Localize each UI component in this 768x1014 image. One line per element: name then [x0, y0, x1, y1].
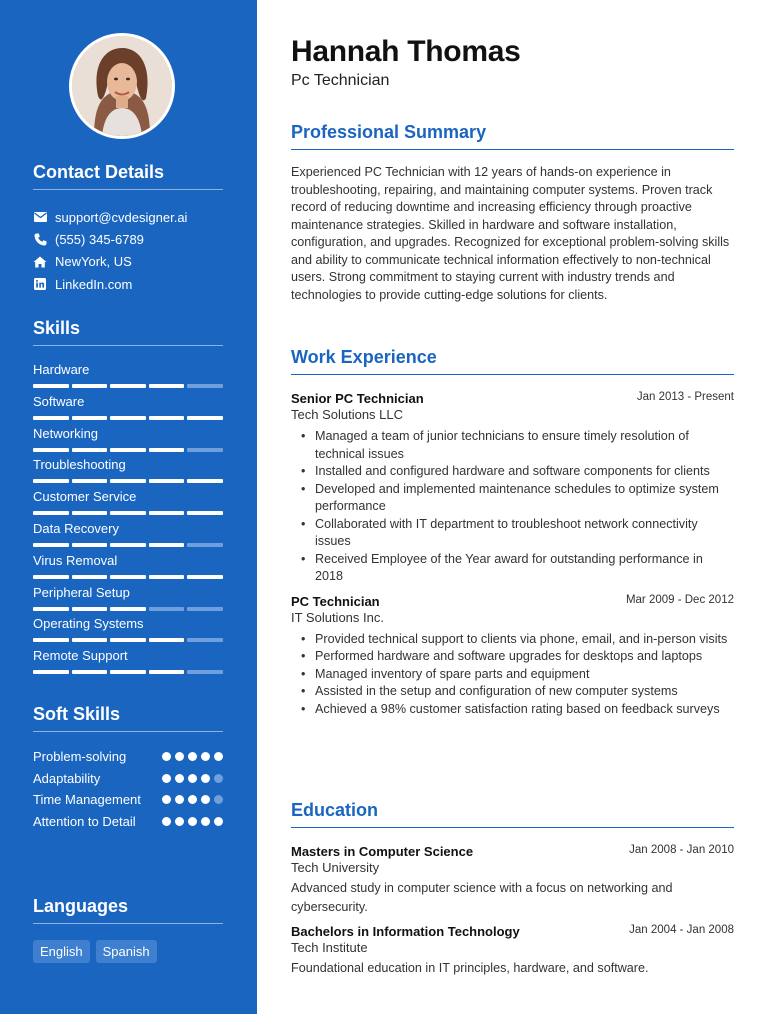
school-name: Tech University [291, 860, 380, 875]
rating-dot [175, 774, 184, 783]
skill-name: Networking [33, 425, 99, 441]
skill-level-segment [72, 479, 108, 483]
list-item: • Developed and implemented maintenance schedules to optimize system performance [301, 481, 734, 516]
skill-level-segment [33, 670, 69, 674]
skill-item [33, 616, 223, 648]
skill-level-segment [33, 511, 69, 515]
skill-item [33, 457, 223, 489]
candidate-role: Pc Technician [291, 72, 390, 89]
degree-title: Masters in Computer Science [291, 844, 474, 859]
skill-item [33, 362, 223, 394]
skill-level-segment [110, 543, 146, 547]
contact-email[interactable] [33, 206, 223, 228]
rating-dot [201, 795, 210, 804]
skill-level-segment [110, 448, 146, 452]
education-entry [291, 924, 734, 978]
language-tag: Spanish [96, 940, 157, 963]
skill-level-bar [33, 638, 223, 642]
skill-level-bar [33, 511, 223, 515]
soft-skill-item [33, 813, 223, 831]
skill-level-segment [33, 479, 69, 483]
skill-level-segment [33, 607, 69, 611]
education-desc: Foundational education in IT principles, hardware, and software. [291, 961, 649, 975]
contact-section [33, 162, 223, 295]
skill-level-segment [149, 384, 185, 388]
list-item: • Provided technical support to clients via phone, email, and in-person visits [301, 631, 734, 649]
list-item: • Installed and configured hardware and software components for clients [301, 463, 734, 481]
skill-level-segment [72, 448, 108, 452]
contact-email-text: support@cvdesigner.ai [55, 209, 188, 225]
skill-level-segment [110, 384, 146, 388]
education-date: Jan 2008 - Jan 2010 [629, 844, 734, 856]
skill-name: Virus Removal [33, 552, 118, 568]
skills-list [33, 362, 223, 680]
rating-dot [162, 752, 171, 761]
skill-level-segment [187, 607, 223, 611]
skill-level-segment [149, 607, 185, 611]
skill-level-segment [187, 575, 223, 579]
skill-level-segment [72, 575, 108, 579]
linkedin-icon [33, 277, 47, 291]
skill-level-segment [149, 575, 185, 579]
job-date: Mar 2009 - Dec 2012 [625, 593, 734, 606]
rating-dot [188, 817, 197, 826]
skill-name: Customer Service [33, 489, 137, 505]
sidebar [0, 0, 257, 1014]
skill-level-segment [110, 670, 146, 674]
skill-name: Software [33, 393, 85, 409]
list-item: • Collaborated with IT department to troubleshoot network connectivity issues [301, 516, 734, 551]
soft-skill-rating [162, 770, 223, 788]
rating-dot [188, 795, 197, 804]
degree-title: Bachelors in Information Technology [291, 924, 520, 939]
job-title: Senior PC Technician [291, 391, 424, 406]
skills-title: Skills [33, 318, 223, 346]
skill-name: Data Recovery [33, 520, 119, 536]
skill-item [33, 585, 223, 617]
rating-dot [162, 774, 171, 783]
rating-dot [175, 817, 184, 826]
soft-skill-item [33, 770, 223, 788]
contact-linkedin[interactable] [33, 273, 223, 295]
soft-skill-name: Attention to Detail [33, 813, 136, 829]
skill-level-segment [110, 416, 146, 420]
rating-dot [201, 774, 210, 783]
education-entry [291, 844, 734, 917]
education-title: Education [291, 800, 734, 828]
list-item: • Managed a team of junior technicians to ensure timely resolution of technical issues [301, 428, 734, 463]
list-item: • Managed inventory of spare parts and equipment [301, 666, 734, 684]
skill-level-segment [72, 416, 108, 420]
job-date: Jan 2013 - Present [636, 391, 734, 403]
skill-name: Operating Systems [33, 616, 144, 632]
skill-item [33, 553, 223, 585]
contact-phone-text: (555) 345-6789 [55, 231, 144, 247]
rating-dot [188, 752, 197, 761]
avatar-illustration [72, 36, 172, 136]
skill-level-segment [149, 543, 185, 547]
soft-skills-list [33, 748, 223, 830]
job-entry [291, 594, 734, 719]
skill-name: Peripheral Setup [33, 584, 130, 600]
job-company: Tech Solutions LLC [291, 407, 404, 422]
skill-level-segment [187, 384, 223, 388]
skill-item [33, 426, 223, 458]
language-tag: English [33, 940, 90, 963]
skill-level-segment [33, 384, 69, 388]
rating-dot [214, 795, 223, 804]
skill-level-segment [110, 575, 146, 579]
education-desc: Advanced study in computer science with a focus on networking and cybersecurity. [291, 881, 673, 914]
education-date: Jan 2004 - Jan 2008 [629, 924, 734, 936]
skill-level-segment [72, 607, 108, 611]
job-company: IT Solutions Inc. [291, 609, 384, 625]
skill-level-segment [72, 638, 108, 642]
skill-level-segment [149, 670, 185, 674]
skill-level-segment [110, 511, 146, 515]
contact-location-text: NewYork, US [55, 254, 132, 270]
skill-level-segment [72, 670, 108, 674]
skill-item [33, 394, 223, 426]
skill-item [33, 648, 223, 680]
rating-dot [175, 795, 184, 804]
rating-dot [162, 817, 171, 826]
skill-level-segment [72, 543, 108, 547]
skill-level-segment [187, 479, 223, 483]
soft-skill-name: Adaptability [33, 770, 101, 786]
skill-level-segment [110, 479, 146, 483]
skill-level-segment [187, 638, 223, 642]
job-bullets [291, 631, 734, 719]
home-icon [33, 255, 47, 269]
skill-name: Remote Support [33, 648, 128, 664]
skill-level-segment [33, 638, 69, 642]
rating-dot [214, 817, 223, 826]
skill-level-segment [33, 448, 69, 452]
soft-skill-name: Problem-solving [33, 749, 127, 764]
rating-dot [162, 795, 171, 804]
skill-level-segment [72, 384, 108, 388]
profile-photo [69, 33, 175, 139]
skill-level-segment [149, 511, 185, 515]
languages-list [33, 940, 223, 963]
soft-skill-name: Time Management [33, 792, 141, 807]
school-name: Tech Institute [291, 940, 368, 955]
skill-level-segment [187, 448, 223, 452]
contact-title: Contact Details [33, 162, 223, 190]
skill-item [33, 521, 223, 553]
languages-section [33, 896, 223, 963]
soft-skills-section [33, 704, 223, 834]
job-bullets [291, 428, 734, 586]
skill-level-bar [33, 448, 223, 452]
list-item: • Received Employee of the Year award for outstanding performance in 2018 [301, 551, 734, 586]
list-item: • Performed hardware and software upgrades for desktops and laptops [301, 648, 734, 666]
skill-level-segment [187, 416, 223, 420]
contact-location [33, 251, 223, 273]
soft-skills-title: Soft Skills [33, 704, 223, 732]
skill-level-bar [33, 384, 223, 388]
skill-level-segment [187, 543, 223, 547]
skill-name: Troubleshooting [33, 457, 126, 473]
skill-level-bar [33, 543, 223, 547]
rating-dot [175, 752, 184, 761]
soft-skill-rating [162, 813, 223, 831]
languages-title: Languages [33, 896, 223, 924]
skill-level-segment [187, 670, 223, 674]
candidate-name: Hannah Thomas [291, 35, 521, 68]
rating-dot [201, 752, 210, 761]
skill-level-bar [33, 416, 223, 420]
summary-section [291, 122, 734, 304]
phone-icon [33, 232, 47, 246]
skill-level-segment [187, 511, 223, 515]
skill-level-segment [33, 575, 69, 579]
soft-skill-rating [162, 748, 223, 766]
skill-level-segment [110, 607, 146, 611]
job-entry [291, 391, 734, 586]
skill-level-segment [33, 416, 69, 420]
soft-skill-item [33, 791, 223, 809]
list-item: • Assisted in the setup and configuration of new computer systems [301, 683, 734, 701]
skill-level-bar [33, 670, 223, 674]
rating-dot [214, 774, 223, 783]
skill-name: Hardware [33, 362, 90, 377]
skill-item [33, 489, 223, 521]
skill-level-segment [149, 416, 185, 420]
summary-title: Professional Summary [291, 122, 734, 150]
skill-level-segment [149, 448, 185, 452]
soft-skill-rating [162, 791, 223, 809]
contact-phone[interactable] [33, 228, 223, 250]
skill-level-bar [33, 575, 223, 579]
skills-section [33, 318, 223, 680]
job-title: PC Technician [291, 593, 380, 609]
skill-level-segment [149, 638, 185, 642]
rating-dot [201, 817, 210, 826]
contact-linkedin-text: LinkedIn.com [55, 276, 133, 292]
experience-section [291, 347, 734, 718]
education-section [291, 800, 734, 978]
list-item: • Achieved a 98% customer satisfaction rating based on feedback surveys [301, 701, 734, 719]
skill-level-bar [33, 479, 223, 483]
email-icon [33, 210, 47, 224]
skill-level-segment [149, 479, 185, 483]
skill-level-segment [33, 543, 69, 547]
skill-level-segment [72, 511, 108, 515]
skill-level-segment [110, 638, 146, 642]
rating-dot [214, 752, 223, 761]
soft-skill-item [33, 748, 223, 766]
skill-level-bar [33, 607, 223, 611]
experience-title: Work Experience [291, 347, 734, 375]
rating-dot [188, 774, 197, 783]
summary-text: Experienced PC Technician with 12 years of hands-on experience in troubleshooting, repairing, and maintaining computer systems. Proven track record of reducing downtime and increasing efficiency through proactive maintenance strategies. Skilled in hardware and software installation, configuration, and upgrades. Recognized for exceptional problem-solving skills and ability to communicate technical information effectively to non-technical users. Strong commitment to staying current with industry trends and technologies to provide cutting-edge solutions for clients. [291, 165, 730, 302]
